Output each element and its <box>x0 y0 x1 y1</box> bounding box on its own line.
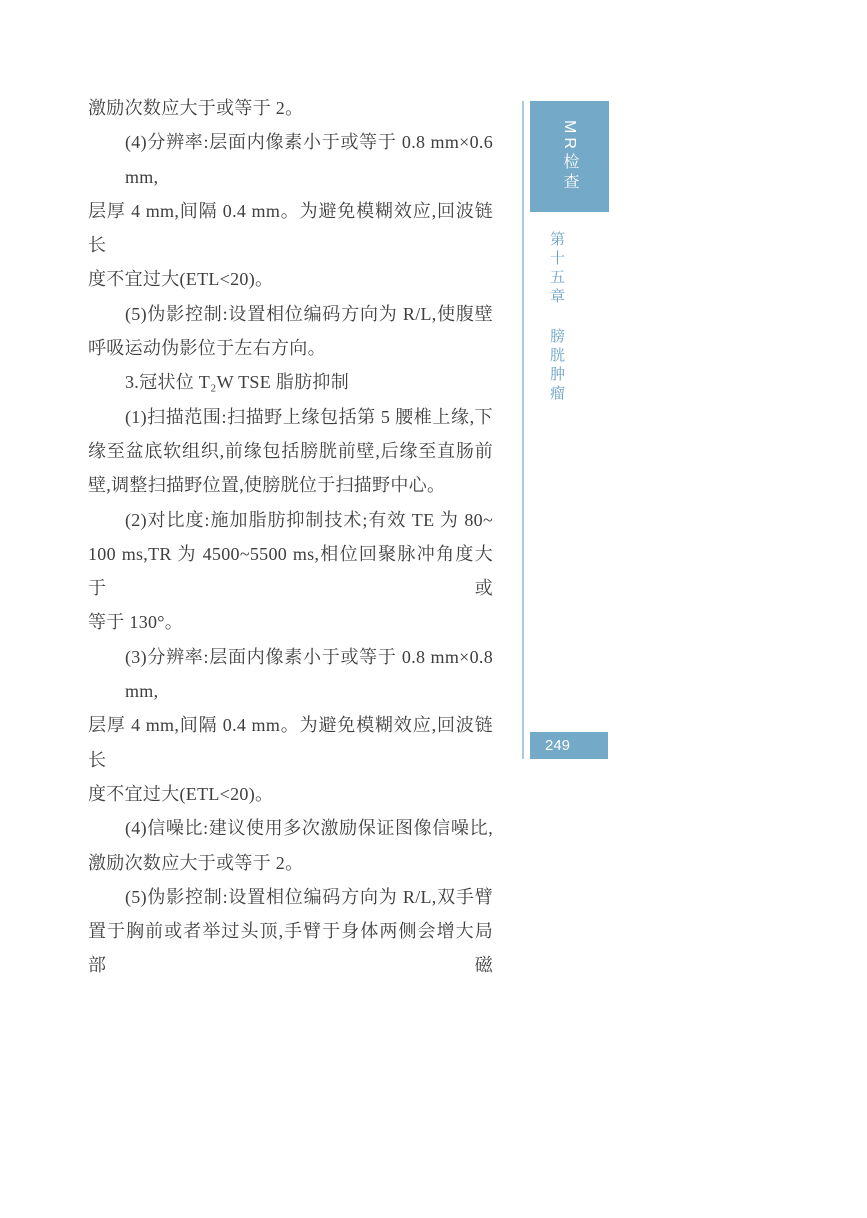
body-text-line: 度不宜过大(ETL<20)。 <box>88 783 274 804</box>
body-text-line: 激励次数应大于或等于 2。 <box>88 852 304 873</box>
chapter-title-label: 膀胱肿瘤 <box>548 328 565 405</box>
chapter-marker <box>546 231 567 461</box>
body-text-line: (4)信噪比:建议使用多次激励保证图像信噪比, <box>125 818 493 839</box>
body-text-line: 置于胸前或者举过头顶,手臂于身体两侧会增大局部磁 <box>88 921 493 976</box>
body-text-line: 100 ms,TR 为 4500~5500 ms,相位回聚脉冲角度大于或 <box>88 543 493 599</box>
body-text-line: (5)伪影控制:设置相位编码方向为 R/L,使腹壁 <box>125 303 493 324</box>
body-text-line: 3.冠状位 T₂W TSE 脂肪抑制 <box>125 372 350 393</box>
body-text-line: 呼吸运动伪影位于左右方向。 <box>88 338 326 359</box>
sidebar-rule <box>522 101 524 759</box>
body-text-line: 层厚 4 mm,间隔 0.4 mm。为避免模糊效应,回波链长 <box>88 200 493 256</box>
body-text-line: 缘至盆底软组织,前缘包括膀胱前壁,后缘至直肠前 <box>88 440 493 461</box>
body-text-line: 度不宜过大(ETL<20)。 <box>88 269 274 290</box>
body-text-line: (3)分辨率:层面内像素小于或等于 0.8 mm×0.8 mm, <box>125 646 493 702</box>
body-text-line: (5)伪影控制:设置相位编码方向为 R/L,双手臂 <box>125 886 493 907</box>
body-text-line: 激励次数应大于或等于 2。 <box>88 98 304 118</box>
page-number: 249 <box>545 737 571 754</box>
body-text-line: 等于 130°。 <box>88 612 184 633</box>
body-text-line: (2)对比度:施加脂肪抑制技术;有效 TE 为 80~ <box>125 509 493 530</box>
section-tab-label: MR检查 <box>561 120 578 193</box>
body-text-line: 层厚 4 mm,间隔 0.4 mm。为避免模糊效应,回波链长 <box>88 715 493 770</box>
chapter-number-label: 第十五章 <box>548 231 565 307</box>
body-text-line: (4)分辨率:层面内像素小于或等于 0.8 mm×0.6 mm, <box>125 132 493 187</box>
body-text-line: 壁,调整扫描野位置,使膀胱位于扫描野中心。 <box>88 475 446 496</box>
section-tab <box>530 101 609 212</box>
body-text-block <box>88 91 493 983</box>
body-text-line: (1)扫描范围:扫描野上缘包括第 5 腰椎上缘,下 <box>125 406 493 427</box>
page-number-badge <box>530 732 608 759</box>
